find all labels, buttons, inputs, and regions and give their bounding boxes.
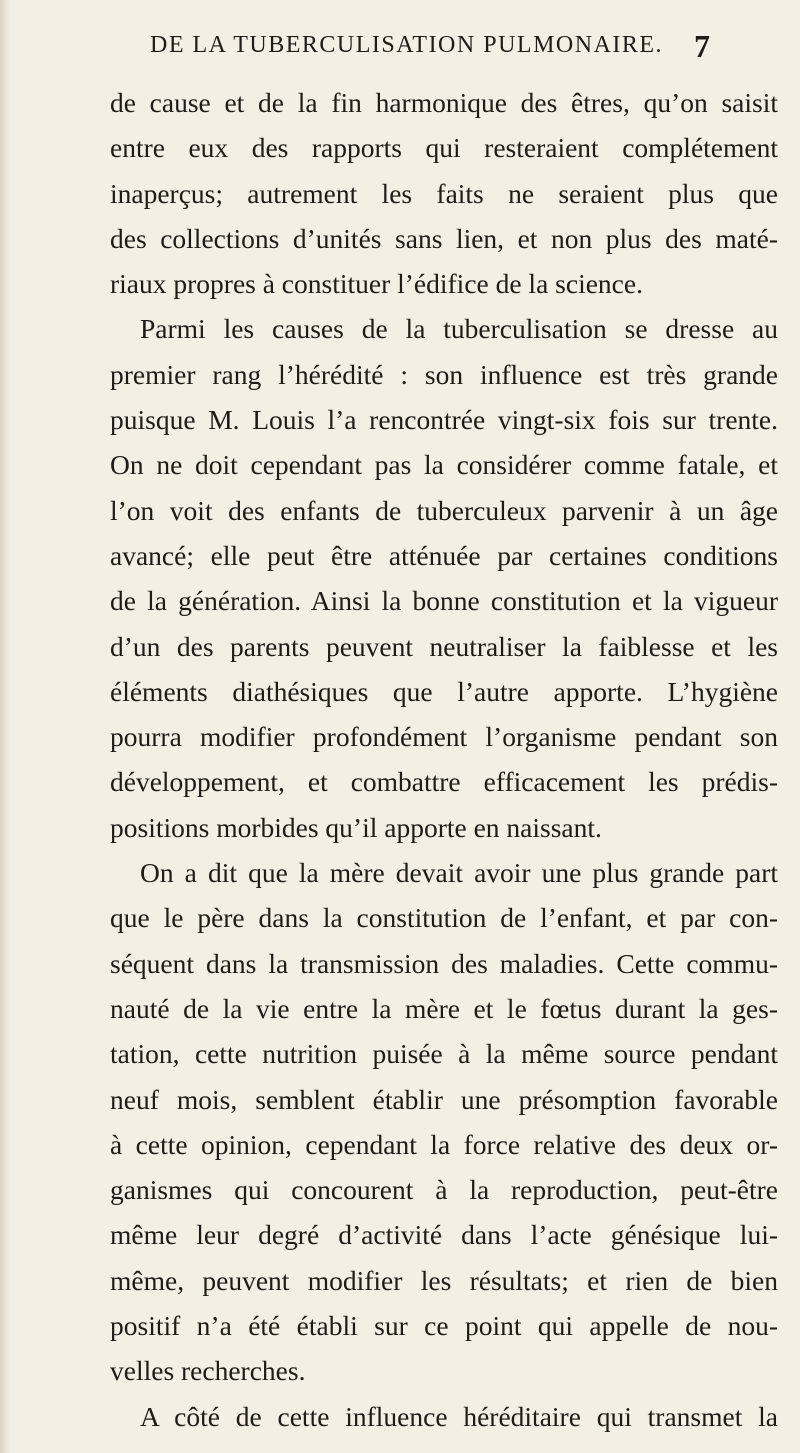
text-line: tation, cette nutrition puisée à la même source pendant	[110, 1038, 778, 1070]
text-line: riaux propres à constituer l’édifice de la science.	[110, 268, 643, 300]
text-line: d’un des parents peuvent neutraliser la faiblesse et les	[110, 630, 778, 662]
text-line: positif n’a été établi sur ce point qui appelle de nou-	[110, 1310, 778, 1342]
page-header	[150, 28, 710, 72]
text-line: positions morbides qu’il apporte en naissant.	[110, 811, 602, 843]
text-line: à cette opinion, cependant la force relative des deux or-	[110, 1128, 778, 1160]
text-line: neuf mois, semblent établir une présomption favorable	[110, 1083, 778, 1115]
text-line: velles recherches.	[110, 1355, 306, 1387]
text-line: pourra modifier profondément l’organisme pendant son	[110, 721, 778, 753]
page-number: 7	[694, 28, 710, 64]
text-line: séquent dans la transmission des maladies. Cette commu-	[110, 947, 778, 979]
text-line: puisque M. Louis l’a rencontrée vingt-six fois sur trente.	[110, 404, 778, 436]
text-line: de cause et de la fin harmonique des êtres, qu’on saisit	[110, 87, 778, 118]
text-line: même, peuvent modifier les résultats; et rien de bien	[110, 1264, 778, 1296]
text-line: On a dit que la mère devait avoir une plus grande part	[140, 857, 778, 889]
page-gutter-shadow	[0, 0, 10, 1453]
text-line: éléments diathésiques que l’autre apporte. L’hygiène	[110, 675, 778, 707]
text-line: entre eux des rapports qui resteraient complétement	[110, 132, 778, 164]
text-line: même leur degré d’activité dans l’acte génésique lui-	[110, 1219, 778, 1251]
text-line: développement, et combattre efficacement les prédis-	[110, 766, 778, 798]
text-line: que le père dans la constitution de l’enfant, et par con-	[110, 902, 778, 934]
text-line: inaperçus; autrement les faits ne seraient plus que	[110, 177, 778, 209]
text-line: On ne doit cependant pas la considérer comme fatale, et	[110, 449, 778, 481]
text-line: des collections d’unités sans lien, et non plus des maté-	[110, 222, 778, 254]
body-text	[110, 80, 778, 1439]
text-line: l’on voit des enfants de tuberculeux parvenir à un âge	[110, 494, 778, 526]
text-line: A côté de cette influence héréditaire qui transmet la	[140, 1400, 778, 1432]
text-line: ganismes qui concourent à la reproduction, peut-être	[110, 1174, 778, 1206]
text-line: nauté de la vie entre la mère et le fœtus durant la ges-	[110, 992, 778, 1024]
text-line: premier rang l’hérédité : son influence est très grande	[110, 358, 778, 390]
text-line: de la génération. Ainsi la bonne constitution et la vigueur	[110, 585, 778, 617]
running-title: DE LA TUBERCULISATION PULMONAIRE.	[150, 32, 664, 58]
text-line: avancé; elle peut être atténuée par certaines conditions	[110, 539, 778, 571]
text-line: Parmi les causes de la tuberculisation se dresse au	[140, 313, 778, 345]
